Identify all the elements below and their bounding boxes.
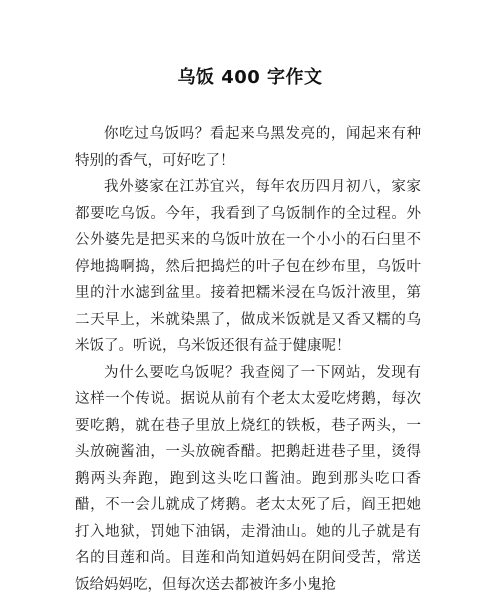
paragraph-1: 你吃过乌饭吗？看起来乌黑发亮的，闻起来有种特别的香气，可好吃了！ — [75, 121, 421, 174]
document-title: 乌饭 400 字作文 — [0, 63, 500, 89]
document-body — [75, 121, 421, 598]
paragraph-2: 我外婆家在江苏宜兴，每年农历四月初八，家家都要吃乌饭。今年，我看到了乌饭制作的全过程。外公外婆先是把买来的乌饭叶放在一个小小的石臼里不停地捣啊捣，然后把捣烂的叶子包在纱布里，乌饭叶里的汁水滤到盆里。接着把糯米浸在乌饭汁液里，第二天早上，米就染黑了，做成米饭就是又香又糯的乌米饭了。听说，乌米饭还很有益于健康呢！ — [75, 174, 421, 360]
paragraph-3: 为什么要吃乌饭呢？我查阅了一下网站，发现有这样一个传说。据说从前有个老太太爱吃烤鹅，每次要吃鹅，就在巷子里放上烧红的铁板，巷子两头，一头放碗酱油，一头放碗香醋。把鹅赶进巷子里，烫得鹅两头奔跑，跑到这头吃口酱油。跑到那头吃口香醋，不一会儿就成了烤鹅。老太太死了后，阎王把她打入地狱，罚她下油锅，走滑油山。她的儿子就是有名的目莲和尚。目莲和尚知道妈妈在阴间受苦，常送饭给妈妈吃，但每次送去都被许多小鬼抢 — [75, 360, 421, 598]
